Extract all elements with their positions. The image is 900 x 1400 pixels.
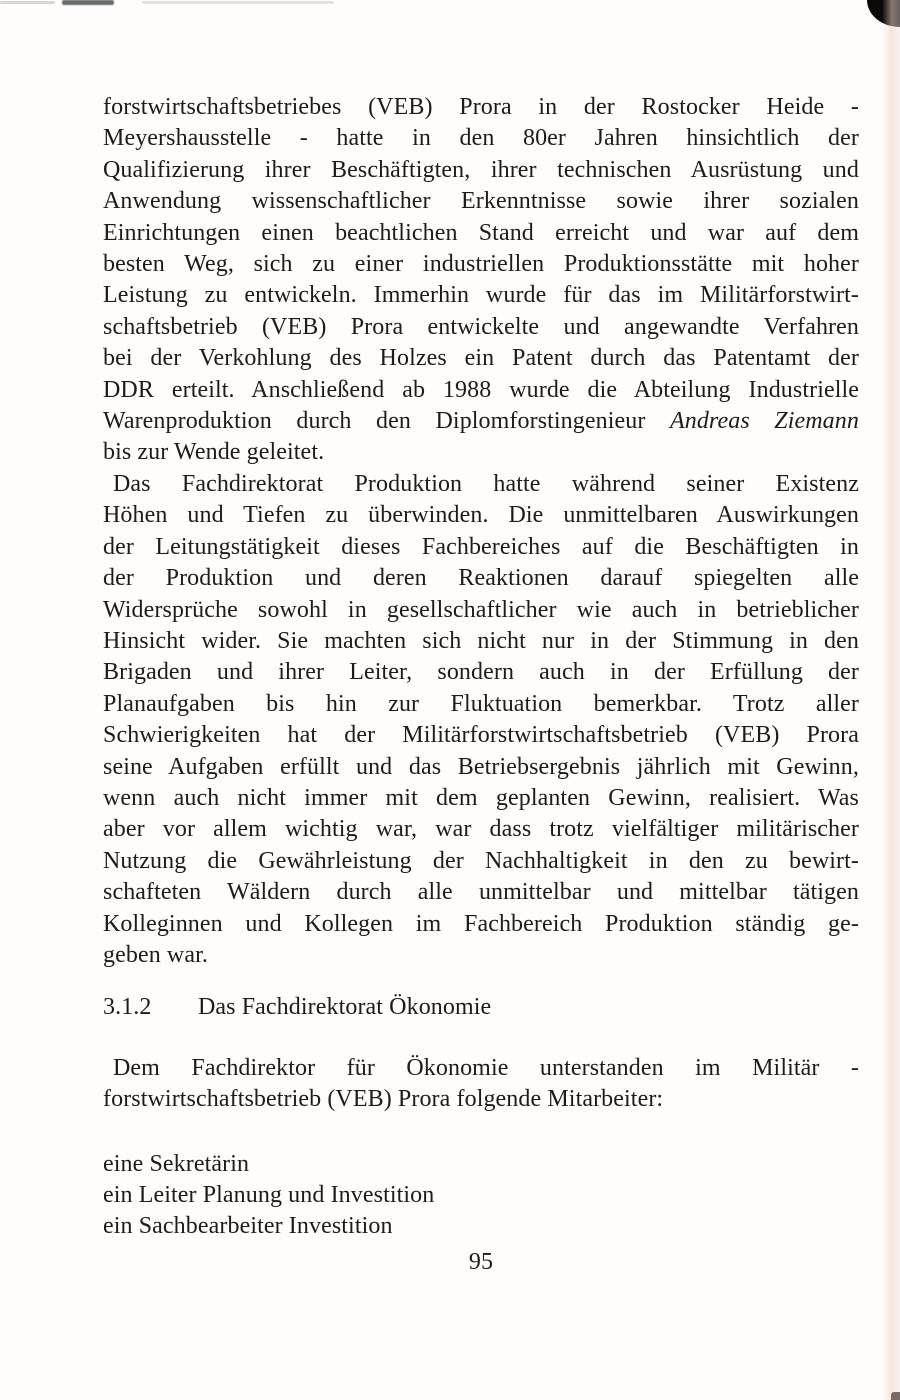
text-line: Meyershausstelle - hatte in den 80er Jahren hinsichtlich der — [103, 125, 859, 152]
page-corner-curl — [867, 0, 900, 27]
paragraph-fachdirektor-oekonomie — [103, 1053, 859, 1116]
paragraph-production-continuation — [103, 92, 859, 469]
text-line: wenn auch nicht immer mit dem geplanten Gewinn, realisiert. Was — [103, 784, 859, 811]
text-line: Widersprüche sowohl in gesellschaftlicher wie auch in betrieblicher — [103, 596, 859, 623]
text-line: ein Leiter Planung und Investition — [103, 1182, 435, 1208]
text-line: Dem Fachdirektor für Ökonomie unterstanden im Militär - — [113, 1054, 859, 1081]
text-line: Schwierigkeiten hat der Militärforstwirtschaftsbetrieb (VEB) Prora — [103, 722, 859, 749]
section-heading — [103, 992, 859, 1023]
scan-edge-shadow — [882, 0, 900, 1400]
text-line: forstwirtschaftsbetriebes (VEB) Prora in der Rostocker Heide - — [103, 94, 859, 120]
text-line: geben war. — [103, 941, 208, 968]
text-line: DDR erteilt. Anschließend ab 1988 wurde die Abteilung Industrielle — [103, 376, 859, 403]
text-line: Planaufgaben bis hin zur Fluktuation bemerkbar. Trotz aller — [103, 690, 859, 717]
page-number: 95 — [468, 1248, 494, 1275]
scan-artifact-bottom-mark — [891, 1392, 900, 1400]
text-line: Nutzung die Gewährleistung der Nachhaltigkeit in den zu bewirt- — [103, 847, 859, 874]
italic-person-name: Andreas Ziemann — [669, 408, 859, 435]
text-line: schafteten Wäldern durch alle unmittelbar und mittelbar tätigen — [103, 879, 859, 906]
text-line: Hinsicht wider. Sie machten sich nicht nur in der Stimmung in den — [103, 627, 859, 654]
page-content — [103, 0, 859, 1278]
text-line: bis zur Wende geleitet. — [103, 439, 325, 466]
text-line: Das Fachdirektorat Produktion hatte während seiner Existenz — [113, 470, 859, 497]
text-line: Anwendung wissenschaftlicher Erkenntnisse sowie ihrer sozialen — [103, 188, 859, 215]
text-line: Höhen und Tiefen zu überwinden. Die unmittelbaren Auswirkungen — [103, 502, 859, 529]
text-line: Leistung zu entwickeln. Immerhin wurde für das im Militärforstwirt- — [103, 282, 859, 309]
section-title: Das Fachdirektorat Ökonomie — [198, 994, 492, 1021]
text-line: seine Aufgaben erfüllt und das Betriebsergebnis jährlich mit Gewinn, — [103, 753, 859, 780]
text-line: eine Sekretärin — [103, 1150, 250, 1177]
text-segment: Warenproduktion durch den Diplomforstingenieur — [103, 408, 670, 435]
section-number: 3.1.2 — [103, 994, 152, 1021]
text-line: aber vor allem wichtig war, war dass trotz vielfältiger militärischer — [103, 816, 859, 843]
text-line — [103, 406, 859, 437]
text-line: Einrichtungen einen beachtlichen Stand erreicht und war auf dem — [103, 219, 859, 246]
text-line: bei der Verkohlung des Holzes ein Patent durch das Patentamt der — [103, 345, 859, 372]
text-line: forstwirtschaftsbetrieb (VEB) Prora folgende Mitarbeiter: — [103, 1086, 664, 1113]
staff-list — [103, 1149, 859, 1243]
text-line: der Produktion und deren Reaktionen darauf spiegelten alle — [103, 565, 859, 592]
text-line: Kolleginnen und Kollegen im Fachbereich Produktion ständig ge- — [103, 910, 859, 937]
text-line: besten Weg, sich zu einer industriellen Produktionsstätte mit hoher — [103, 251, 859, 278]
text-line: Qualifizierung ihrer Beschäftigten, ihrer technischen Ausrüstung und — [103, 156, 859, 183]
paragraph-fachdirektorat-produktion — [103, 469, 859, 972]
text-line: Brigaden und ihrer Leiter, sondern auch in der Erfüllung der — [103, 659, 859, 686]
text-line: der Leitungstätigkeit dieses Fachbereiches auf die Beschäftigten in — [103, 533, 859, 560]
text-line: schaftsbetrieb (VEB) Prora entwickelte und angewandte Verfahren — [103, 313, 859, 340]
scan-artifact-top-smudge — [0, 1, 55, 4]
text-line: ein Sachbearbeiter Investition — [103, 1213, 393, 1240]
